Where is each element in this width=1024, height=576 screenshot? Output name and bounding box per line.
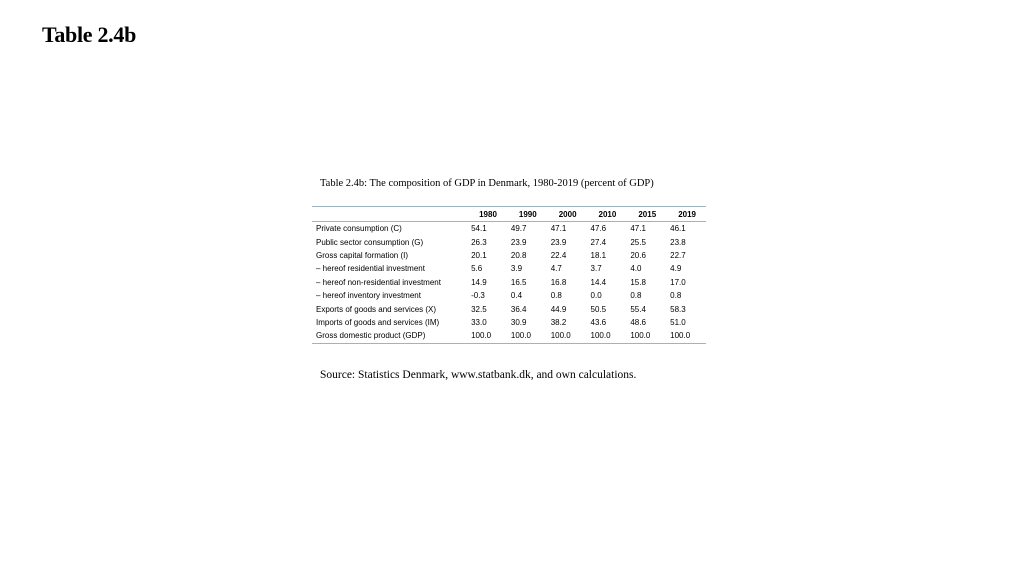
row-label: Gross capital formation (I) — [316, 250, 409, 260]
header-year: 1980 — [467, 207, 507, 222]
table-cell: 4.9 — [670, 264, 682, 274]
table-cell: 100.0 — [547, 329, 587, 343]
header-year: 2000 — [547, 207, 587, 222]
table-cell: 47.1 — [630, 224, 646, 234]
table-cell: 17.0 — [670, 277, 686, 287]
row-label: Public sector consumption (G) — [316, 237, 424, 247]
table-row — [312, 302, 706, 315]
table-cell: 20.1 — [471, 250, 487, 260]
table-cell: 27.4 — [590, 237, 607, 247]
table-cell: 0.8 — [550, 291, 562, 301]
table-cell: 0.8 — [630, 291, 642, 301]
header-year: 2019 — [666, 207, 706, 222]
table-cell: 47.1 — [550, 224, 567, 234]
table-cell: 100.0 — [626, 329, 666, 343]
row-label: Exports of goods and services (X) — [316, 304, 437, 314]
table-cell: 46.1 — [670, 224, 686, 234]
table-cell: 3.9 — [510, 264, 523, 274]
table-cell: 36.4 — [510, 304, 527, 314]
table-row — [312, 235, 706, 248]
table-cell: 20.6 — [630, 250, 646, 260]
table-cell: 23.8 — [670, 237, 686, 247]
table-row — [312, 222, 706, 236]
table-cell: 14.4 — [590, 277, 607, 287]
table-cell: 18.1 — [590, 250, 607, 260]
table-cell: 32.5 — [471, 304, 487, 314]
table-cell: 15.8 — [630, 277, 646, 287]
row-label: Gross domestic product (GDP) — [312, 329, 467, 343]
table-cell: 100.0 — [467, 329, 507, 343]
table-cell: 25.5 — [630, 237, 646, 247]
table-row — [312, 276, 706, 289]
table-cell: 100.0 — [587, 329, 627, 343]
row-label: – hereof inventory investment — [316, 291, 421, 301]
table-row — [312, 249, 706, 262]
table-header-row — [312, 207, 706, 222]
table-cell: 30.9 — [510, 317, 527, 327]
table-cell: 4.0 — [630, 264, 642, 274]
table-cell: 58.3 — [670, 304, 686, 314]
table-cell: 48.6 — [630, 317, 646, 327]
table-cell: 4.7 — [550, 264, 562, 274]
table-cell: 55.4 — [630, 304, 646, 314]
table-cell: 23.9 — [510, 237, 527, 247]
page-title: Table 2.4b — [42, 22, 137, 47]
header-year: 2010 — [587, 207, 627, 222]
header-year: 1990 — [507, 207, 547, 222]
table-row — [312, 329, 706, 343]
table-cell: 100.0 — [666, 329, 706, 343]
table-cell: 16.5 — [510, 277, 527, 287]
table-cell: 20.8 — [510, 250, 527, 260]
table-row — [312, 289, 706, 302]
table-cell: 0.4 — [510, 291, 523, 301]
table-cell: 49.7 — [510, 224, 527, 234]
table-cell: 51.0 — [670, 317, 686, 327]
table-cell: 22.7 — [670, 250, 686, 260]
table-cell: 22.4 — [550, 250, 567, 260]
header-label-cell — [312, 207, 467, 222]
table-cell: 43.6 — [590, 317, 607, 327]
table-caption: Table 2.4b: The composition of GDP in Denmark, 1980-2019 (percent of GDP) — [320, 178, 654, 189]
table-cell: 50.5 — [590, 304, 607, 314]
row-label: Imports of goods and services (IM) — [316, 317, 440, 327]
table-body — [312, 222, 706, 344]
source-note: Source: Statistics Denmark, www.statbank.dk, and own calculations. — [320, 369, 637, 381]
table-cell: 54.1 — [471, 224, 487, 234]
table-cell: 47.6 — [590, 224, 607, 234]
table-cell: 14.9 — [471, 277, 487, 287]
table-cell: 44.9 — [550, 304, 567, 314]
table-row — [312, 262, 706, 275]
row-label: Private consumption (C) — [316, 224, 402, 234]
table-cell: 100.0 — [507, 329, 547, 343]
table-cell: 3.7 — [590, 264, 602, 274]
row-label: – hereof residential investment — [316, 264, 425, 274]
table-cell: 0.0 — [590, 291, 602, 301]
table-cell: 26.3 — [471, 237, 487, 247]
table-cell: 5.6 — [471, 264, 483, 274]
table-cell: 33.0 — [471, 317, 487, 327]
table-cell: 0.8 — [670, 291, 682, 301]
table-cell: 38.2 — [550, 317, 567, 327]
header-year: 2015 — [626, 207, 666, 222]
table-cell: -0.3 — [471, 291, 485, 301]
table-cell: 23.9 — [550, 237, 567, 247]
gdp-table-container — [312, 206, 706, 344]
gdp-composition-table — [312, 206, 706, 344]
row-label: – hereof non-residential investment — [316, 277, 441, 287]
table-row — [312, 316, 706, 329]
table-cell: 16.8 — [550, 277, 567, 287]
